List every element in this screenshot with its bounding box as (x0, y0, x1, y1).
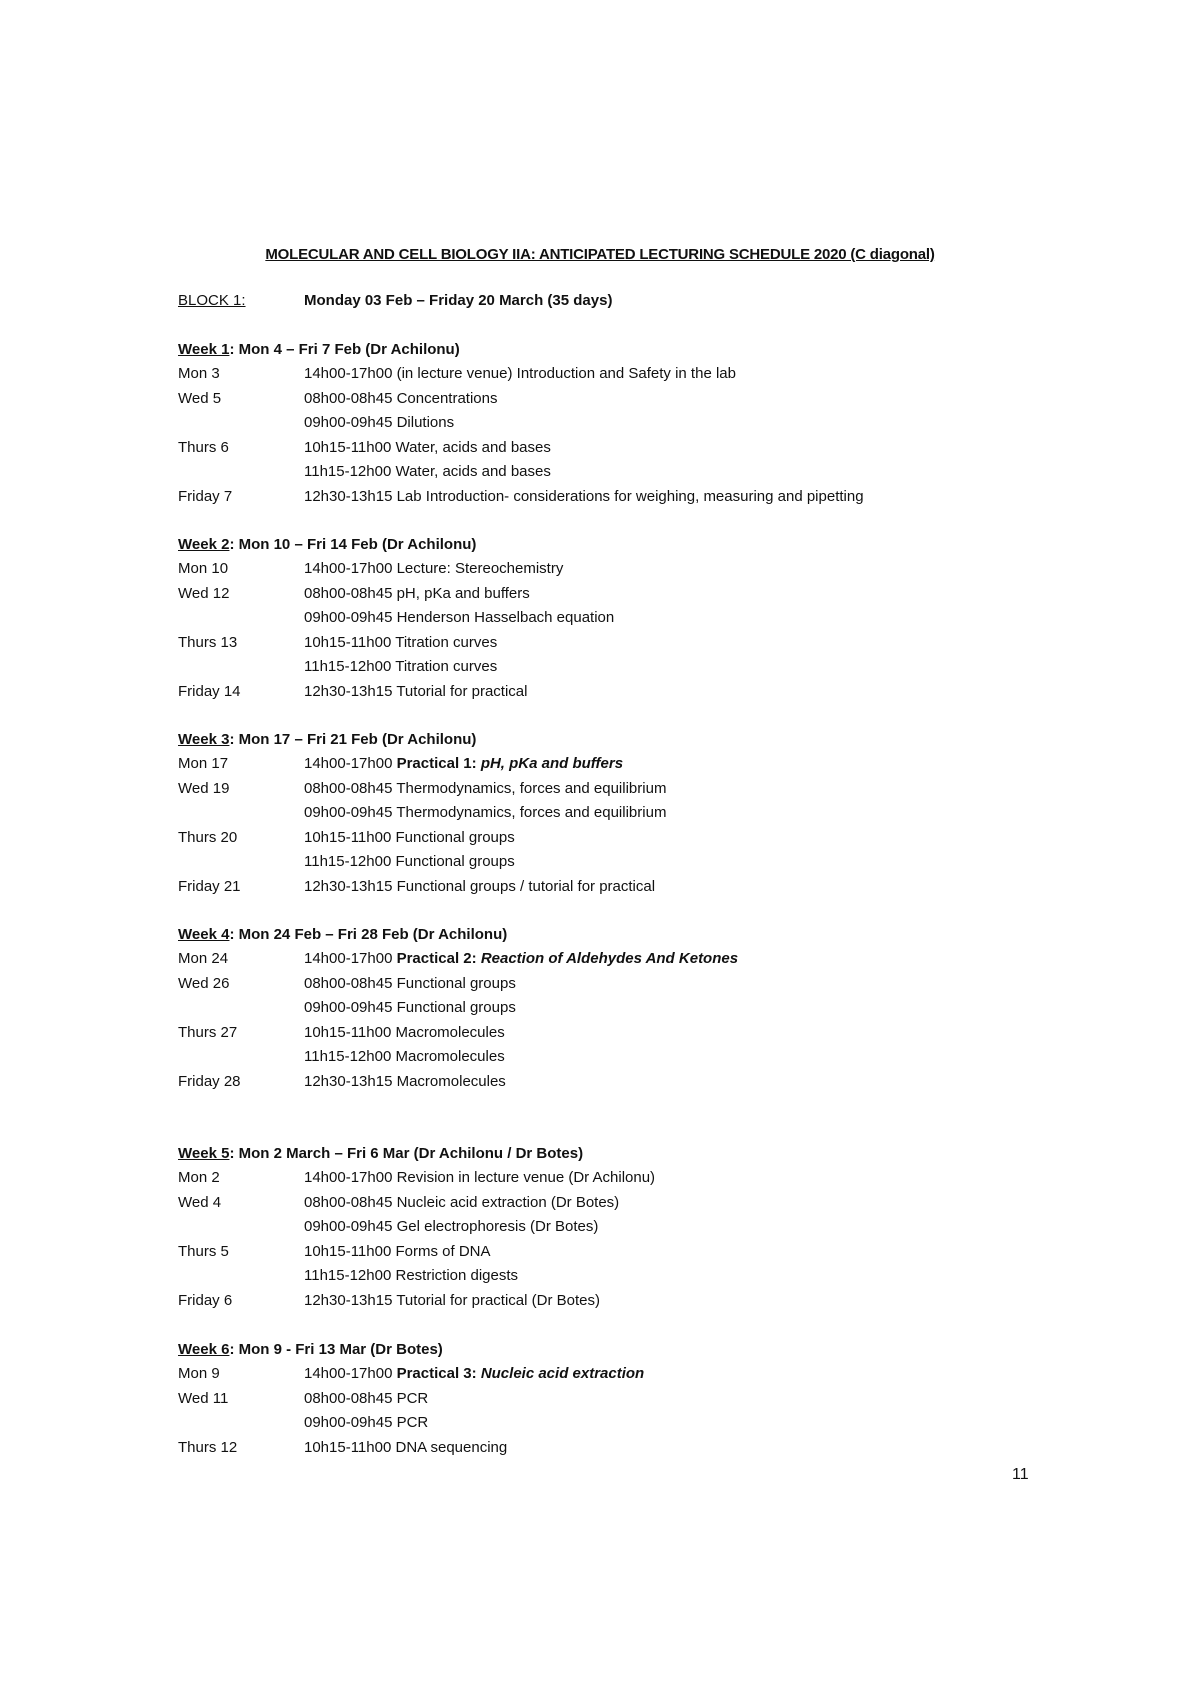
week-label: Week 1 (178, 341, 230, 358)
row-practical-label: Practical 2: (396, 950, 481, 967)
row-activity: Concentrations (396, 389, 498, 407)
schedule-row (178, 582, 1098, 607)
row-time: 12h30-13h15 (304, 877, 393, 895)
schedule-row (178, 1362, 1098, 1387)
row-time: 12h30-13h15 (304, 682, 393, 700)
row-time: 09h00-09h45 (304, 609, 393, 626)
schedule-row (178, 485, 1098, 510)
schedule-row (178, 460, 1098, 485)
row-activity: PCR (396, 1389, 429, 1407)
row-day: Friday 6 (178, 1291, 233, 1309)
row-time: 11h15-12h00 (304, 853, 392, 870)
row-day: Wed 12 (178, 584, 230, 602)
row-day: Mon 17 (178, 755, 229, 772)
row-day: Mon 2 (178, 1169, 220, 1186)
row-activity: Dilutions (396, 414, 455, 431)
row-activity: PCR (396, 1414, 429, 1431)
block-label: BLOCK 1: (178, 292, 246, 309)
row-day: Friday 7 (178, 487, 233, 505)
row-day: Mon 24 (178, 950, 229, 967)
block-dates: Monday 03 Feb – Friday 20 March (35 days) (304, 292, 613, 309)
row-activity: Gel electrophoresis (Dr Botes) (396, 1218, 599, 1235)
row-time: 09h00-09h45 (304, 414, 393, 431)
row-activity: Thermodynamics, forces and equilibrium (396, 804, 667, 821)
row-activity: Lecture: Stereochemistry (396, 560, 564, 577)
row-time: 12h30-13h15 (304, 1291, 393, 1309)
schedule-row (178, 1191, 1098, 1216)
row-day: Thurs 12 (178, 1438, 238, 1456)
row-activity: Nucleic acid extraction (Dr Botes) (396, 1193, 620, 1211)
week-heading (178, 1142, 1098, 1166)
row-activity: Macromolecules (396, 1072, 506, 1090)
schedule-row (178, 1411, 1098, 1436)
row-activity: (in lecture venue) Introduction and Safety in the lab (396, 365, 736, 382)
row-activity: Tutorial for practical (396, 682, 528, 700)
week-dates: : Mon 2 March – Fri 6 Mar (Dr Achilonu / Dr Botes) (229, 1145, 584, 1162)
week-dates: : Mon 9 - Fri 13 Mar (Dr Botes) (229, 1341, 443, 1358)
row-activity: Functional groups (396, 999, 516, 1016)
row-day: Wed 4 (178, 1193, 222, 1211)
schedule-row (178, 1387, 1098, 1412)
row-time: 09h00-09h45 (304, 804, 393, 821)
week-heading (178, 728, 1098, 752)
schedule-row (178, 606, 1098, 631)
row-activity: Macromolecules (395, 1048, 505, 1065)
row-time: 10h15-11h00 (304, 1438, 392, 1456)
row-time: 09h00-09h45 (304, 999, 393, 1016)
row-practical-label: Practical 3: (396, 1365, 481, 1382)
schedule-row (178, 947, 1098, 972)
row-time: 14h00-17h00 (304, 950, 393, 967)
week-section (178, 923, 1098, 1094)
row-day: Wed 26 (178, 974, 230, 992)
row-activity: Lab Introduction- considerations for weighing, measuring and pipetting (396, 487, 864, 505)
row-activity: Water, acids and bases (395, 463, 551, 480)
week-heading (178, 533, 1098, 557)
row-day: Mon 9 (178, 1365, 220, 1382)
row-time: 10h15-11h00 (304, 828, 392, 846)
row-day: Mon 10 (178, 560, 229, 577)
week-heading (178, 923, 1098, 947)
row-time: 12h30-13h15 (304, 1072, 393, 1090)
row-day: Friday 28 (178, 1072, 241, 1090)
row-time: 09h00-09h45 (304, 1414, 393, 1431)
week-label: Week 2 (178, 536, 230, 553)
row-day: Wed 19 (178, 779, 230, 797)
row-practical-label: Practical 1: (396, 755, 481, 772)
row-time: 08h00-08h45 (304, 1389, 393, 1407)
row-time: 14h00-17h00 (304, 560, 393, 577)
row-time: 08h00-08h45 (304, 584, 393, 602)
row-time: 11h15-12h00 (304, 658, 392, 675)
row-activity: Functional groups (395, 853, 515, 870)
block-line (178, 292, 612, 309)
week-section (178, 1142, 1098, 1313)
week-label: Week 5 (178, 1145, 230, 1162)
week-dates: : Mon 4 – Fri 7 Feb (Dr Achilonu) (229, 341, 460, 358)
week-dates: : Mon 10 – Fri 14 Feb (Dr Achilonu) (229, 536, 477, 553)
row-time: 14h00-17h00 (304, 365, 393, 382)
row-activity: Functional groups (396, 974, 516, 992)
week-label: Week 3 (178, 731, 230, 748)
row-activity: Titration curves (395, 658, 498, 675)
week-section (178, 533, 1098, 704)
row-day: Thurs 5 (178, 1242, 229, 1260)
row-time: 11h15-12h00 (304, 1267, 392, 1284)
row-time: 08h00-08h45 (304, 1193, 393, 1211)
schedule-row (178, 1045, 1098, 1070)
schedule-row (178, 996, 1098, 1021)
week-label: Week 4 (178, 926, 230, 943)
row-time: 08h00-08h45 (304, 974, 393, 992)
row-time: 10h15-11h00 (304, 1023, 392, 1041)
schedule-row (178, 1289, 1098, 1314)
row-activity: Titration curves (395, 633, 498, 651)
week-dates: : Mon 17 – Fri 21 Feb (Dr Achilonu) (229, 731, 477, 748)
row-activity: Functional groups (395, 828, 515, 846)
row-activity: Thermodynamics, forces and equilibrium (396, 779, 667, 797)
row-time: 14h00-17h00 (304, 1169, 393, 1186)
schedule-row (178, 1215, 1098, 1240)
row-activity: Water, acids and bases (395, 438, 551, 456)
schedule-row (178, 1070, 1098, 1095)
row-time: 11h15-12h00 (304, 1048, 392, 1065)
row-day: Thurs 27 (178, 1023, 238, 1041)
week-section (178, 338, 1098, 509)
row-time: 10h15-11h00 (304, 438, 392, 456)
row-day: Friday 21 (178, 877, 241, 895)
row-practical-topic: Nucleic acid extraction (480, 1365, 645, 1382)
row-activity: Henderson Hasselbach equation (396, 609, 615, 626)
row-time: 14h00-17h00 (304, 755, 393, 772)
row-day: Wed 5 (178, 389, 222, 407)
row-time: 08h00-08h45 (304, 779, 393, 797)
page-number: 11 (1012, 1466, 1029, 1483)
row-time: 11h15-12h00 (304, 463, 392, 480)
row-activity: Macromolecules (395, 1023, 505, 1041)
row-activity: Forms of DNA (395, 1242, 491, 1260)
schedule-row (178, 436, 1098, 461)
schedule-row (178, 1264, 1098, 1289)
row-time: 08h00-08h45 (304, 389, 393, 407)
schedule-title: MOLECULAR AND CELL BIOLOGY IIA: ANTICIPATED LECTURING SCHEDULE 2020 (C diagonal) (265, 246, 935, 263)
row-time: 10h15-11h00 (304, 1242, 392, 1260)
week-section (178, 1338, 1098, 1460)
schedule-row (178, 972, 1098, 997)
row-time: 12h30-13h15 (304, 487, 393, 505)
schedule-row (178, 850, 1098, 875)
row-time: 14h00-17h00 (304, 1365, 393, 1382)
row-activity: pH, pKa and buffers (396, 584, 530, 602)
row-activity: Tutorial for practical (Dr Botes) (396, 1291, 600, 1309)
week-label: Week 6 (178, 1341, 230, 1358)
row-day: Thurs 6 (178, 438, 229, 456)
schedule-row (178, 801, 1098, 826)
schedule-row (178, 777, 1098, 802)
week-heading (178, 338, 1098, 362)
schedule-row (178, 362, 1098, 387)
schedule-row (178, 631, 1098, 656)
row-practical-topic: Reaction of Aldehydes And Ketones (480, 950, 739, 967)
schedule-row (178, 387, 1098, 412)
row-activity: Restriction digests (395, 1267, 519, 1284)
schedule-row (178, 826, 1098, 851)
row-practical-topic: pH, pKa and buffers (480, 755, 624, 772)
schedule-row (178, 1166, 1098, 1191)
row-activity: Revision in lecture venue (Dr Achilonu) (396, 1169, 656, 1186)
row-day: Thurs 20 (178, 828, 238, 846)
schedule-row (178, 655, 1098, 680)
row-day: Thurs 13 (178, 633, 238, 651)
row-time: 09h00-09h45 (304, 1218, 393, 1235)
week-section (178, 728, 1098, 899)
schedule-row (178, 1021, 1098, 1046)
schedule-row (178, 752, 1098, 777)
row-time: 10h15-11h00 (304, 633, 392, 651)
week-dates: : Mon 24 Feb – Fri 28 Feb (Dr Achilonu) (229, 926, 508, 943)
row-activity: Functional groups / tutorial for practical (396, 877, 656, 895)
schedule-row (178, 1436, 1098, 1461)
row-day: Wed 11 (178, 1389, 229, 1407)
row-day: Friday 14 (178, 682, 241, 700)
row-day: Mon 3 (178, 365, 220, 382)
schedule-row (178, 1240, 1098, 1265)
schedule-row (178, 875, 1098, 900)
schedule-row (178, 557, 1098, 582)
row-activity: DNA sequencing (395, 1438, 508, 1456)
schedule-row (178, 411, 1098, 436)
week-heading (178, 1338, 1098, 1362)
schedule-row (178, 680, 1098, 705)
